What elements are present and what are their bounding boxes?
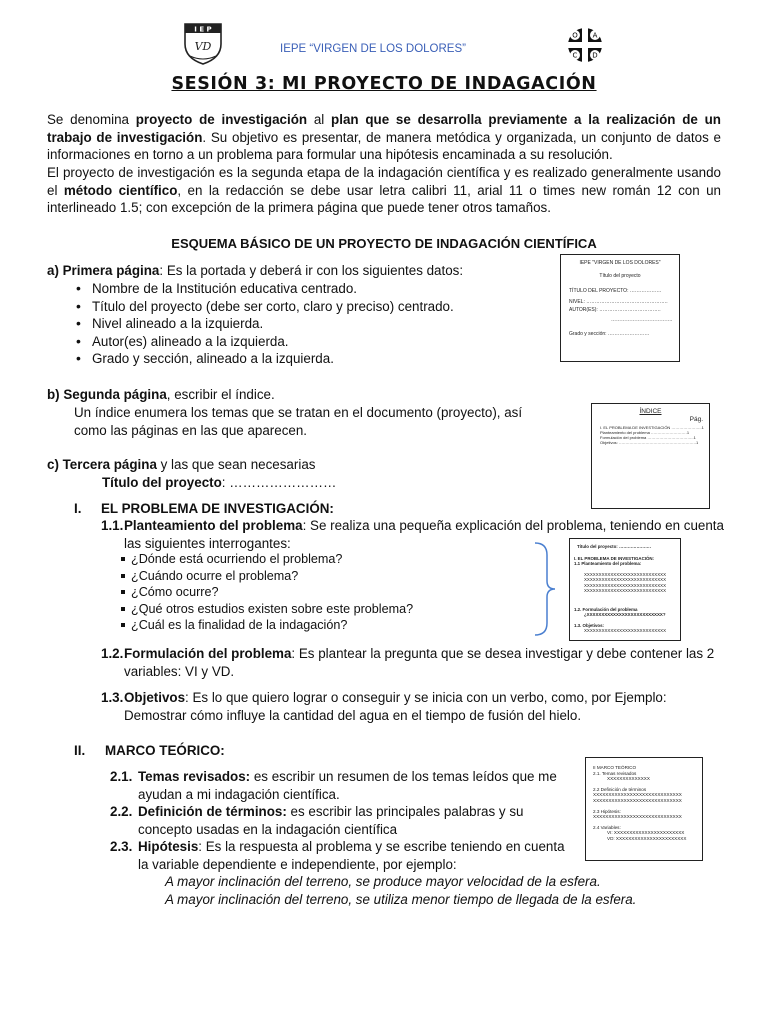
section-c-heading: c) Tercera página y las que sean necesarias bbox=[47, 457, 316, 472]
s12-text: Formulación del problema: Es plantear la pregunta que se desea investigar y debe contener las 2 variables: VI y VD. bbox=[124, 646, 715, 679]
s21-number: 2.1. bbox=[110, 769, 133, 784]
hypothesis-example-2: A mayor inclinación del terreno, se utiliza menor tiempo de llegada de la esfera. bbox=[165, 892, 637, 907]
section-a-list bbox=[74, 280, 534, 368]
svg-text:VD: VD bbox=[194, 40, 212, 53]
s22-text: Definición de términos: es escribir las principales palabras y su concepto usadas en la indagación científica bbox=[138, 804, 524, 837]
s13-number: 1.3. bbox=[101, 690, 124, 705]
list-item: • Título del proyecto (debe ser corto, claro y preciso) centrado. bbox=[74, 298, 534, 316]
section-c-title-line: Título del proyecto: …………………… bbox=[102, 475, 337, 490]
list-item: • Grado y sección, alineado a la izquierda. bbox=[74, 350, 534, 368]
intro-paragraph-1 bbox=[47, 111, 721, 164]
svg-text:I E P: I E P bbox=[194, 25, 212, 34]
list-item: ¿Cómo ocurre? bbox=[121, 584, 521, 601]
curly-brace-icon bbox=[533, 541, 557, 637]
text-run: método científico bbox=[63, 182, 178, 198]
svg-text:D: D bbox=[592, 51, 598, 60]
svg-text:C: C bbox=[572, 51, 578, 60]
s11-text: Planteamiento del problema: Se realiza una pequeña explicación del problema, teniendo en cuenta las siguientes interrogantes: bbox=[124, 518, 724, 551]
list-item: • Nivel alineado a la izquierda. bbox=[74, 315, 534, 333]
part-2-title: MARCO TEÓRICO: bbox=[105, 743, 225, 758]
s21-text: Temas revisados: es escribir un resumen de los temas leídos que me ayudan a mi indagación científica. bbox=[138, 769, 557, 802]
school-logo-right bbox=[563, 25, 607, 65]
s13-text: Objetivos: Es lo que quiero lograr o conseguir y se inicia con un verbo, como, por Ejemplo: Demostrar cómo influye la cantidad del agua en el tiempo de fusión del hielo. bbox=[124, 690, 667, 723]
text-run: . Su objetivo es presentar, de manera metódica y organizada, un conjunto de datos e informaciones en torno a un problema para formular una hipótesis encaminada a su resolución. bbox=[47, 129, 721, 162]
school-name: IEPE “VIRGEN DE LOS DOLORES” bbox=[280, 43, 466, 55]
part-1-title: EL PROBLEMA DE INVESTIGACIÓN: bbox=[101, 501, 334, 516]
s12-number: 1.2. bbox=[101, 646, 124, 661]
list-item: ¿Cuándo ocurre el problema? bbox=[121, 568, 521, 585]
list-item: ¿Qué otros estudios existen sobre este problema? bbox=[121, 601, 521, 618]
section-b-description: Un índice enumera los temas que se tratan en el documento (proyecto), así como las páginas en las que aparecen. bbox=[74, 405, 523, 438]
text-run: Se denomina bbox=[47, 112, 136, 127]
intro-paragraph-2 bbox=[47, 164, 721, 217]
s22-number: 2.2. bbox=[110, 804, 133, 819]
scheme-title: ESQUEMA BÁSICO DE UN PROYECTO DE INDAGACIÓN CIENTÍFICA bbox=[171, 236, 597, 251]
problem-page-thumbnail: Título del proyecto: …………………. I. EL PROBLEMA DE INVESTIGACIÓN: 1.1 Planteamiento del problema: XXXXXXXXXXXXXXXXXXXXXXXXXXXX XXXXXXXXXXXXXXXXXXXXXXXXXXXX XXXXXXXXXXXXXXXXXXXXXXXXXXXX XXXXXXXXXXXXXXXXXXXXXXXXXXXX 1.2. Formulación del problema ¿XXXXXXXXXXXXXXXXXXXXXXXXXX? 1.3. Objetivos: XXXXXXXXXXXXXXXXXXXXXXXXXXXX bbox=[569, 538, 681, 641]
page-title: SESIÓN 3: MI PROYECTO DE INDAGACIÓN bbox=[171, 74, 597, 94]
list-item: • Autor(es) alineado a la izquierda. bbox=[74, 333, 534, 351]
theoretical-framework-thumbnail: II MARCO TEÓRICO 2.1. Temas revisados XXXXXXXXXXXXXX 2.2 Definición de términos XXXXXXXXXXXXXXXXXXXXXXXXXXXXX XXXXXXXXXXXXXXXXXXXXXXXXXXXXX 2.3 Hipótesis: XXXXXXXXXXXXXXXXXXXXXXXXXXXXX 2.4 Variables: VI: XXXXXXXXXXXXXXXXXXXXXXX VD: XXXXXXXXXXXXXXXXXXXXXXX bbox=[585, 757, 703, 861]
section-a-heading: a) Primera página: Es la portada y deberá ir con los siguientes datos: bbox=[47, 263, 464, 278]
section-b-heading: b) Segunda página, escribir el índice. bbox=[47, 387, 275, 402]
svg-text:A: A bbox=[592, 31, 598, 40]
part-2-number: II. bbox=[74, 743, 86, 758]
s23-text: Hipótesis: Es la respuesta al problema y se escribe teniendo en cuenta la variable dependiente e independiente, por ejemplo: bbox=[138, 839, 565, 872]
problem-questions-list bbox=[121, 551, 521, 634]
text-run: proyecto de investigación bbox=[135, 112, 308, 127]
list-item: • Nombre de la Institución educativa centrado. bbox=[74, 280, 534, 298]
list-item: ¿Dónde está ocurriendo el problema? bbox=[121, 551, 521, 568]
hypothesis-example-1: A mayor inclinación del terreno, se produce mayor velocidad de la esfera. bbox=[165, 874, 601, 889]
s23-number: 2.3. bbox=[110, 839, 133, 854]
text-run: , en la redacción se debe usar letra calibri 11, arial 11 o times new román 12 con un interlineado 1.5; con excepción de la primera página que puede tener otros tamaños. bbox=[47, 182, 721, 215]
text-run: El proyecto de investigación es la segunda etapa de la indagación científica y es realizado generalmente usando el bbox=[47, 165, 721, 198]
text-run: al bbox=[307, 112, 332, 127]
cover-page-thumbnail: IEPE "VIRGEN DE LOS DOLORES" Título del proyecto TÍTULO DEL PROYECTO: ………………. NIVEL: …………………………………………. AUTOR(ES): ………………………………. ………………………………. Grado y sección: ……………………. bbox=[560, 254, 680, 362]
list-item: ¿Cuál es la finalidad de la indagación? bbox=[121, 617, 521, 634]
text-run: plan que se desarrolla previamente a la realización de un trabajo de investigación bbox=[47, 112, 721, 145]
index-page-thumbnail: ÍNDICE Pág. I. EL PROBLEMA DE INVESTIGACIÓN …………………..1 Planteamiento del problema ………………………1 Formulación del problema ……………………………..1 Objetivos: ………………………………………………….1 bbox=[591, 403, 710, 509]
school-logo-left bbox=[182, 22, 224, 66]
part-1-number: I. bbox=[74, 501, 82, 516]
s11-number: 1.1. bbox=[101, 518, 124, 533]
svg-text:O: O bbox=[572, 31, 578, 40]
